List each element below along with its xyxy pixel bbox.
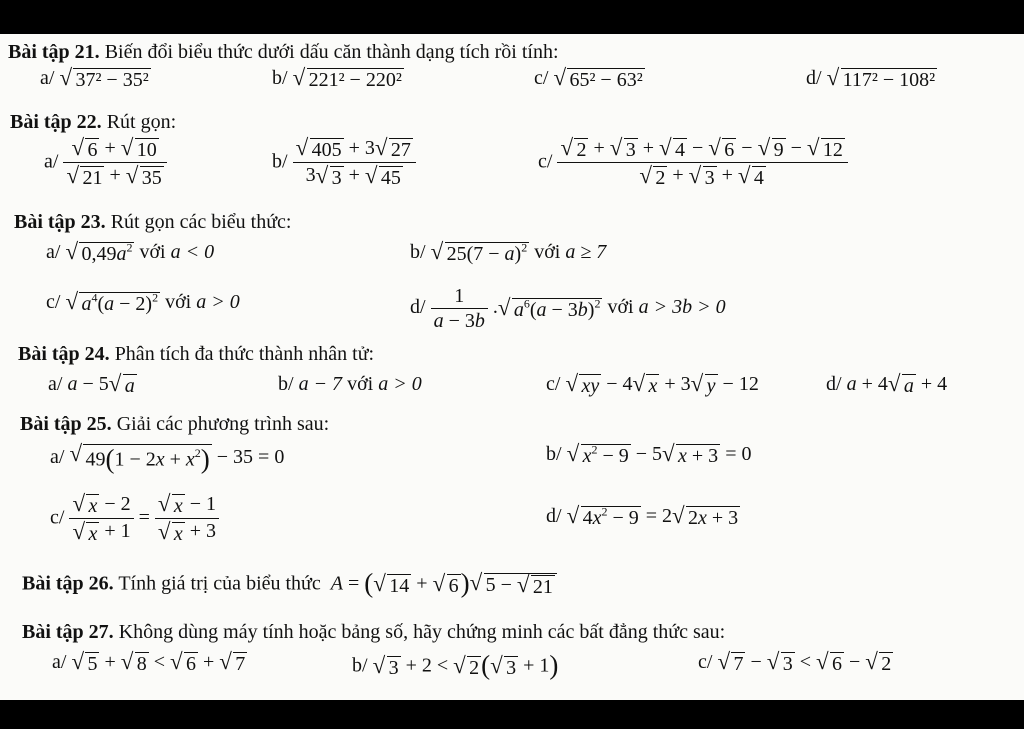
item-label: b/ <box>278 373 294 395</box>
item-c: c/ √ 7 − √ 3 < √ 6 − √ 2 <box>698 652 893 674</box>
item-a <box>44 138 167 188</box>
item-label: a/ <box>44 150 59 173</box>
fraction: $\frac{1}{a - 3b}$ <box>431 286 488 331</box>
exercise-22-header <box>10 112 176 132</box>
item-b <box>272 138 416 188</box>
fraction: √ 6 + √ 10 √ 21 + √ 35 <box>63 138 166 188</box>
item-a: a/ √ $49(1 - 2x + x^2) - 35 = 0$ <box>50 444 284 473</box>
item-label: a/ <box>52 651 67 673</box>
with-word: với <box>534 241 561 263</box>
item-a: a/ √ 5 + √ 8 < √ 6 + √ 7 <box>52 652 247 674</box>
exercise-task: Phân tích đa thức thành nhân tử: <box>114 343 375 365</box>
fraction: √ x − 2 √ x + 1 <box>69 494 133 544</box>
item-b: b/ √ 3 + 2 < √ 2(√ 3 + 1) <box>352 652 558 679</box>
exercise-25-row2 <box>50 494 1010 558</box>
exercise-title: Bài tập 21. <box>8 41 100 63</box>
item-c: c/ √ x − 2 √ x + 1 = √ x − 1 √ x + 3 <box>50 494 219 544</box>
exercise-27-items <box>52 652 1012 686</box>
exercise-23-header <box>14 212 291 232</box>
condition: a > 0 <box>378 373 422 395</box>
exercise-22-items <box>44 138 1004 202</box>
condition: a ≥ 7 <box>565 241 607 263</box>
exercise-27-header <box>22 622 725 642</box>
exercise-task: Biến đổi biểu thức dưới dấu căn thành dạng tích rồi tính: <box>104 41 559 63</box>
item-b: b/ √ $25(7 - a)^2$ với a ≥ 7 <box>410 242 606 264</box>
exercise-23-row2 <box>46 286 1006 336</box>
exercise-title: Bài tập 23. <box>14 211 106 233</box>
radicand: 65² − 63² <box>569 69 643 92</box>
item-label: c/ <box>46 291 61 313</box>
item-label: c/ <box>698 651 713 673</box>
exercise-21-header <box>8 42 559 62</box>
item-d: d/ $\frac{1}{a - 3b}$ .√ $a^6(a - 3b)^2$ với a > 3b > 0 <box>410 286 726 331</box>
exercise-24-header <box>18 344 374 364</box>
item-label: b/ <box>352 654 368 677</box>
with-word: với <box>607 296 634 319</box>
exercise-title: Bài tập 22. <box>10 111 102 133</box>
exercise-title: Bài tập 27. <box>22 621 114 643</box>
exercise-24-items <box>48 374 1008 408</box>
radicand: 117² − 108² <box>842 69 936 92</box>
item-label: b/ <box>272 67 288 89</box>
item-a: a/ a − 5√ a <box>48 374 137 396</box>
item-d <box>806 68 937 90</box>
condition: a > 0 <box>196 291 240 313</box>
item-label: b/ <box>410 241 426 263</box>
exercise-task: Rút gọn: <box>106 111 177 133</box>
item-c: c/ √ $a^4(a - 2)^2$ với a > 0 <box>46 292 240 314</box>
worksheet-page <box>0 34 1024 700</box>
exercise-25-row1 <box>50 444 1010 478</box>
item-label: c/ <box>546 373 561 395</box>
item-label: a/ <box>40 67 55 89</box>
item-a: a/ √ $0,49a^2$ với a < 0 <box>46 242 214 264</box>
item-label: b/ <box>272 150 288 173</box>
item-d: d/ a + 4√ a + 4 <box>826 374 947 396</box>
item-c: c/ √ xy − 4√ x + 3√ y − 12 <box>546 374 759 396</box>
exercise-title: Bài tập 24. <box>18 343 110 365</box>
item-label: c/ <box>50 506 65 529</box>
item-label: a/ <box>50 446 65 469</box>
exercise-task: Rút gọn các biểu thức: <box>110 211 292 233</box>
exercise-task: Giải các phương trình sau: <box>116 413 330 435</box>
exercise-task: Tính giá trị của biểu thức <box>118 572 321 595</box>
item-label: b/ <box>546 443 562 465</box>
exercise-21-items <box>40 68 1020 102</box>
fraction: √ $\frac{405 + 3√ 27}{3√ 3 + √ 45}$ <box>293 138 416 188</box>
exercise-25-header <box>20 414 329 434</box>
item-label: d/ <box>806 67 822 89</box>
expression: a − 7 <box>298 373 343 395</box>
with-word: với <box>347 373 374 395</box>
exercise-task: Không dùng máy tính hoặc bảng số, hãy chứng minh các bất đẳng thức sau: <box>118 621 726 643</box>
item-d: d/ √ $4x^2 - 9 = 2√$ 2x + 3 <box>546 506 740 528</box>
radicand: 37² − 35² <box>75 69 149 92</box>
item-a <box>40 68 151 90</box>
item-label: c/ <box>534 67 549 89</box>
with-word: với <box>139 241 166 263</box>
fraction: √ x − 1 √ x + 3 <box>155 494 219 544</box>
item-label: d/ <box>826 373 842 395</box>
item-label: d/ <box>410 296 426 319</box>
fraction: √ 2 + √ 3 + √ 4 − √ 6 − √ 9 − √ 12 √ 2 + √ 3 + √ 4 <box>557 138 847 188</box>
item-c <box>534 68 645 90</box>
condition: a < 0 <box>170 241 215 263</box>
with-word: với <box>165 291 192 313</box>
condition: a > 3b > 0 <box>638 296 726 319</box>
item-label: a/ <box>46 241 61 263</box>
item-b <box>272 68 404 90</box>
exercise-23-row1 <box>46 242 1006 276</box>
exercise-title: Bài tập 25. <box>20 413 112 435</box>
item-label: a/ <box>48 373 63 395</box>
exercise-title: Bài tập 26. <box>22 572 114 595</box>
item-b: b/ √ $x^2 - 9 - 5√$ x + 3 = 0 <box>546 444 751 466</box>
item-b <box>278 374 422 394</box>
exercise-26: Bài tập 26. Tính giá trị của biểu thức A = (√ 14 + √ 6)√ 5 − √ 21 <box>22 570 1002 606</box>
item-label: d/ <box>546 505 562 527</box>
item-c <box>538 138 848 188</box>
radicand: 221² − 220² <box>308 69 402 92</box>
item-label: c/ <box>538 150 553 173</box>
